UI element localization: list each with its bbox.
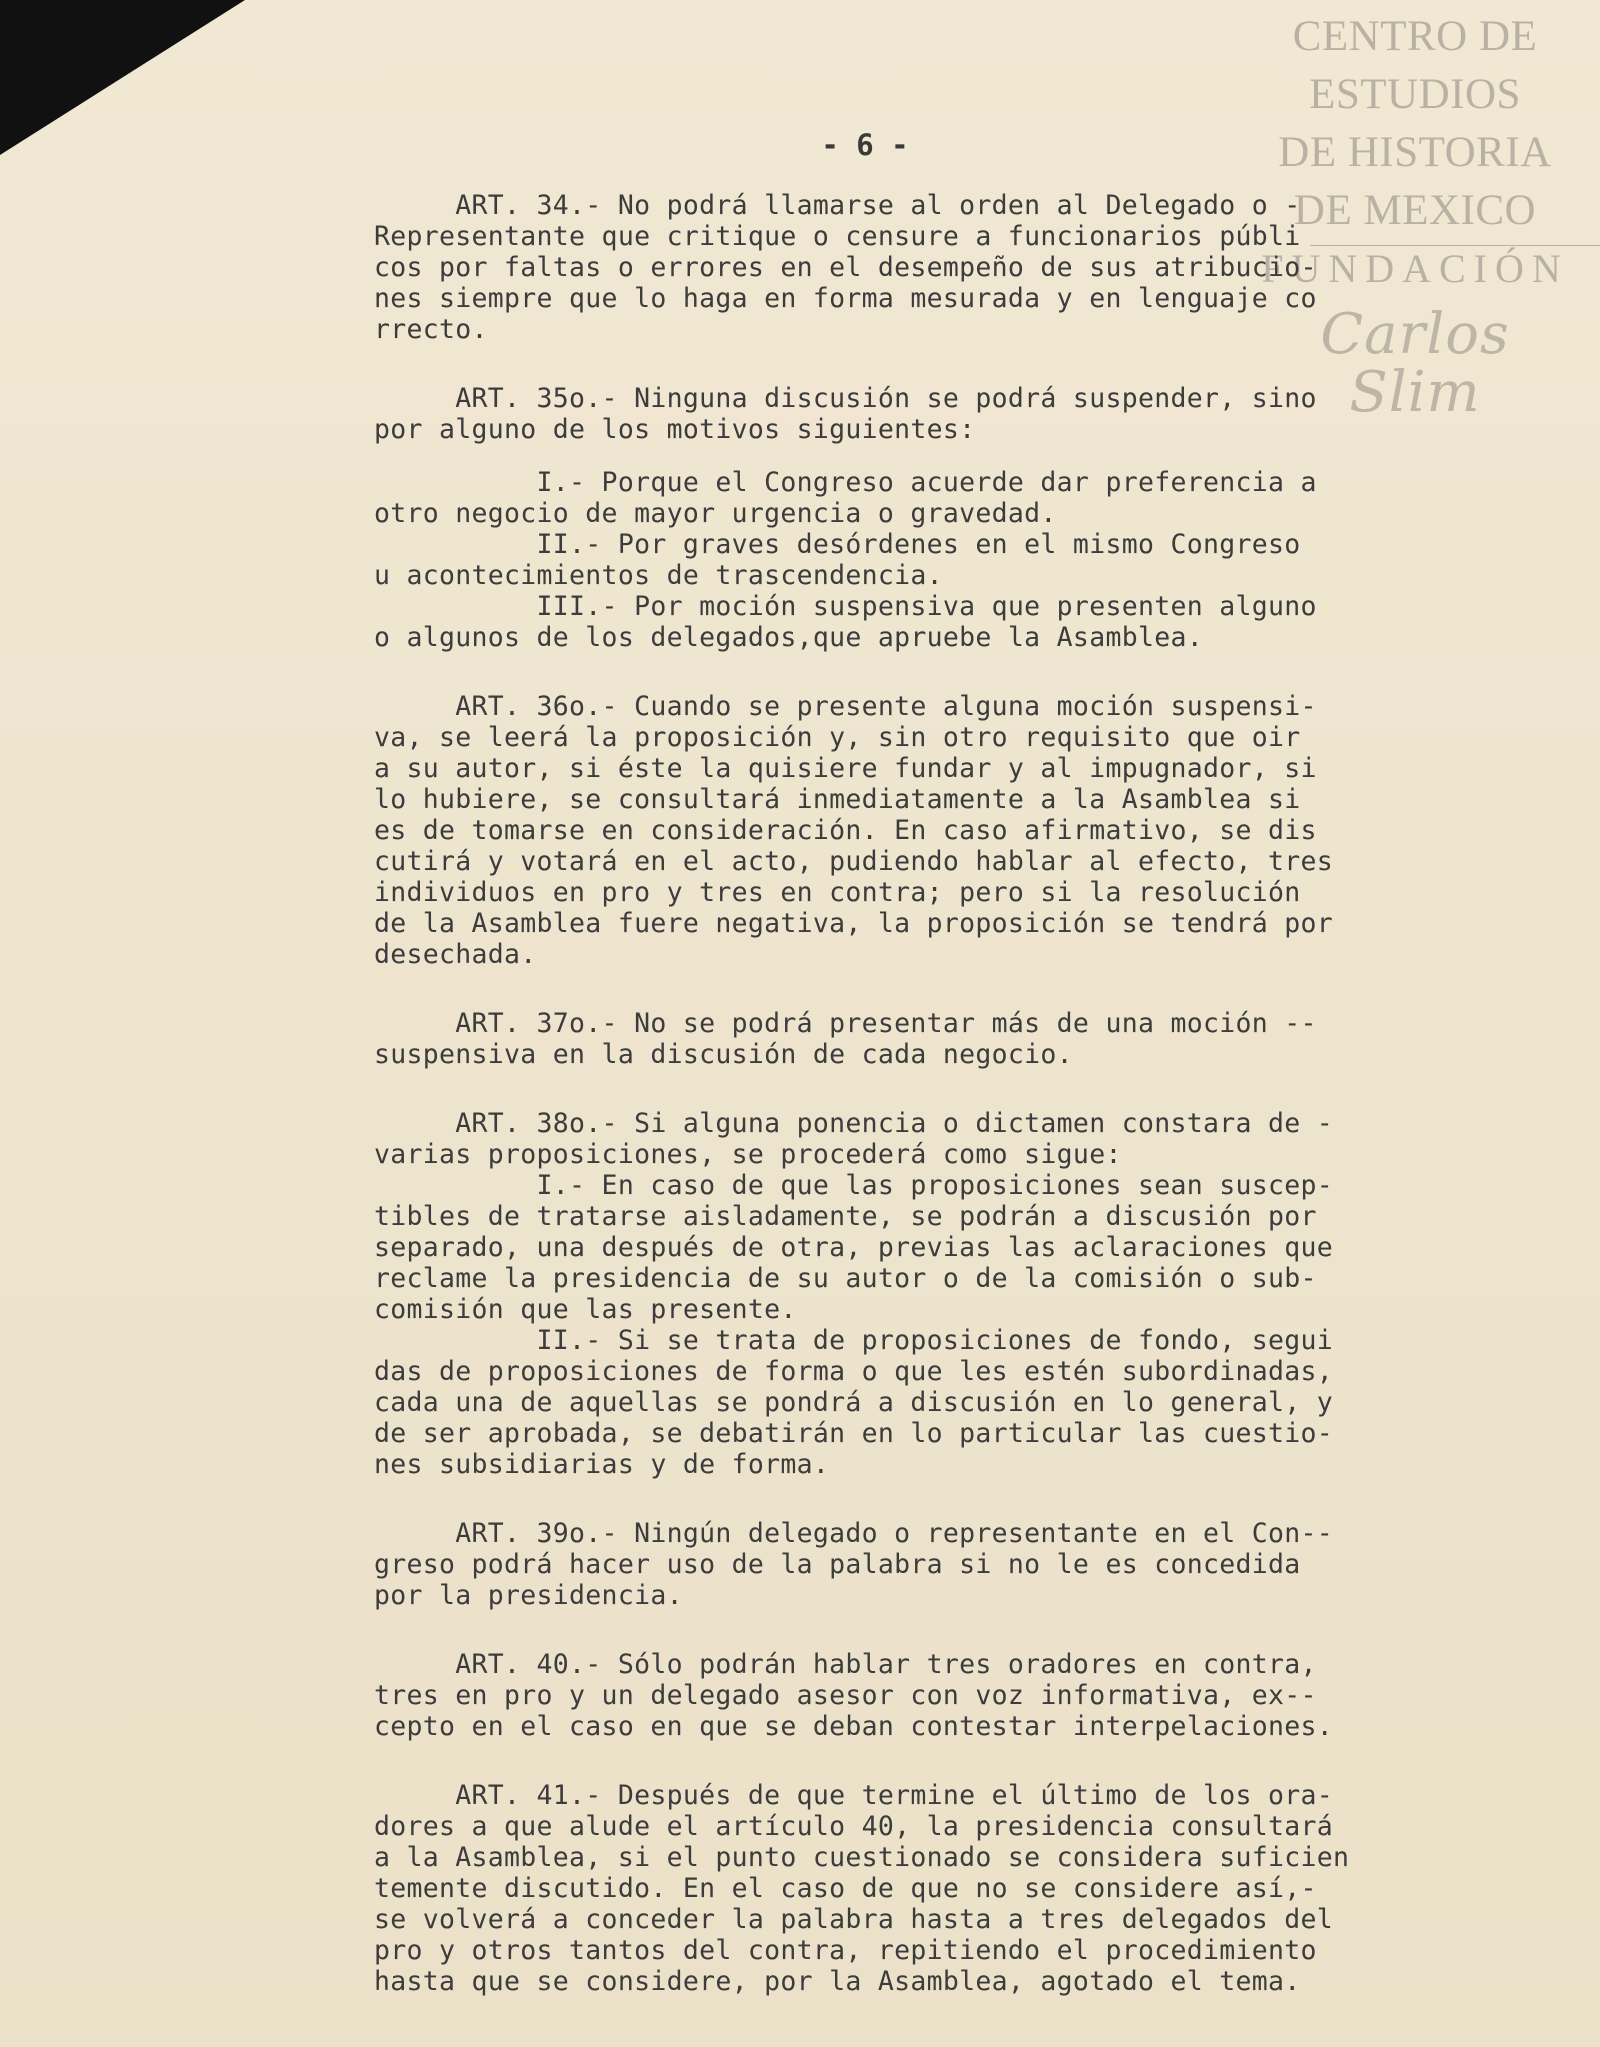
- document-body: [374, 190, 1506, 2035]
- text-line: temente discutido. En el caso de que no se considere así,-: [374, 1873, 1317, 1904]
- text-line: de la Asamblea fuere negativa, la proposición se tendrá por: [374, 908, 1334, 939]
- text-line: I.- En caso de que las proposiciones sean suscep-: [374, 1170, 1334, 1201]
- text-line: ART. 34.- No podrá llamarse al orden al Delegado o -: [374, 190, 1301, 221]
- text-line: ART. 36o.- Cuando se presente alguna moción suspensi-: [374, 691, 1317, 722]
- watermark-line: DE HISTORIA: [1278, 129, 1552, 176]
- article-37: [374, 1008, 1506, 1070]
- text-line: pro y otros tantos del contra, repitiendo el procedimiento: [374, 1935, 1317, 1966]
- article-35-clauses: [374, 467, 1506, 653]
- text-line: das de proposiciones de forma o que les estén subordinadas,: [374, 1356, 1334, 1387]
- article-39: [374, 1518, 1506, 1611]
- text-line: se volverá a conceder la palabra hasta a tres delegados del: [374, 1904, 1334, 1935]
- text-line: ART. 37o.- No se podrá presentar más de una moción --: [374, 1008, 1317, 1039]
- watermark-line: CENTRO DE: [1292, 13, 1538, 60]
- text-line: I.- Porque el Congreso acuerde dar preferencia a: [374, 467, 1317, 498]
- text-line: varias proposiciones, se procederá como sigue:: [374, 1139, 1122, 1170]
- watermark-fundacion: FUNDACIÓN: [1261, 246, 1569, 291]
- text-line: greso podrá hacer uso de la palabra si no le es concedida: [374, 1549, 1301, 1580]
- text-line: ART. 38o.- Si alguna ponencia o dictamen constara de -: [374, 1108, 1334, 1139]
- article-41: [374, 1780, 1506, 1997]
- text-line: tres en pro y un delegado asesor con voz informativa, ex--: [374, 1680, 1317, 1711]
- text-line: de ser aprobada, se debatirán en lo particular las cuestio-: [374, 1418, 1334, 1449]
- page-number: - 6 -: [821, 128, 909, 162]
- text-line: ART. 40.- Sólo podrán hablar tres oradores en contra,: [374, 1649, 1317, 1680]
- text-line: desechada.: [374, 939, 537, 970]
- text-line: otro negocio de mayor urgencia o gravedad.: [374, 498, 1057, 529]
- article-36: [374, 691, 1506, 970]
- text-line: ART. 35o.- Ninguna discusión se podrá suspender, sino: [374, 383, 1317, 414]
- text-line: cutirá y votará en el acto, pudiendo hablar al efecto, tres: [374, 846, 1334, 877]
- text-line: u acontecimientos de trascendencia.: [374, 560, 943, 591]
- text-line: lo hubiere, se consultará inmediatamente a la Asamblea si: [374, 784, 1301, 815]
- text-line: Representante que critique o censure a funcionarios públi: [374, 221, 1301, 252]
- text-line: suspensiva en la discusión de cada negocio.: [374, 1039, 1073, 1070]
- text-line: va, se leerá la proposición y, sin otro requisito que oir: [374, 722, 1301, 753]
- text-line: nes siempre que lo haga en forma mesurada y en lenguaje co: [374, 283, 1317, 314]
- watermark-signature: Carlos Slim: [1320, 302, 1510, 425]
- text-line: cepto en el caso en que se deban contestar interpelaciones.: [374, 1711, 1334, 1742]
- text-line: cada una de aquellas se pondrá a discusión en lo general, y: [374, 1387, 1334, 1418]
- text-line: reclame la presidencia de su autor o de la comisión o sub-: [374, 1263, 1317, 1294]
- text-line: por alguno de los motivos siguientes:: [374, 414, 976, 445]
- text-line: cos por faltas o errores en el desempeño de sus atribucio-: [374, 252, 1317, 283]
- article-34: [374, 190, 1506, 345]
- text-line: rrecto.: [374, 314, 488, 345]
- text-line: II.- Si se trata de proposiciones de fondo, segui: [374, 1325, 1334, 1356]
- text-line: separado, una después de otra, previas las aclaraciones que: [374, 1232, 1334, 1263]
- text-line: por la presidencia.: [374, 1580, 683, 1611]
- text-line: comisión que las presente.: [374, 1294, 797, 1325]
- text-line: ART. 41.- Después de que termine el último de los ora-: [374, 1780, 1334, 1811]
- article-35: [374, 383, 1506, 653]
- text-line: ART. 39o.- Ningún delegado o representante en el Con--: [374, 1518, 1334, 1549]
- text-line: II.- Por graves desórdenes en el mismo Congreso: [374, 529, 1301, 560]
- article-40: [374, 1649, 1506, 1742]
- article-38: [374, 1108, 1506, 1480]
- text-line: III.- Por moción suspensiva que presenten alguno: [374, 591, 1317, 622]
- text-line: es de tomarse en consideración. En caso afirmativo, se dis: [374, 815, 1317, 846]
- text-line: a su autor, si éste la quisiere fundar y al impugnador, si: [374, 753, 1317, 784]
- text-line: o algunos de los delegados,que apruebe la Asamblea.: [374, 622, 1203, 653]
- text-line: a la Asamblea, si el punto cuestionado se considera suficien: [374, 1842, 1350, 1873]
- text-line: nes subsidiarias y de forma.: [374, 1449, 830, 1480]
- text-line: tibles de tratarse aisladamente, se podrán a discusión por: [374, 1201, 1317, 1232]
- watermark-line: DE MEXICO: [1293, 187, 1537, 234]
- watermark-line: ESTUDIOS: [1309, 71, 1521, 118]
- text-line: hasta que se considere, por la Asamblea, agotado el tema.: [374, 1966, 1301, 1997]
- text-line: dores a que alude el artículo 40, la presidencia consultará: [374, 1811, 1334, 1842]
- text-line: individuos en pro y tres en contra; pero si la resolución: [374, 877, 1301, 908]
